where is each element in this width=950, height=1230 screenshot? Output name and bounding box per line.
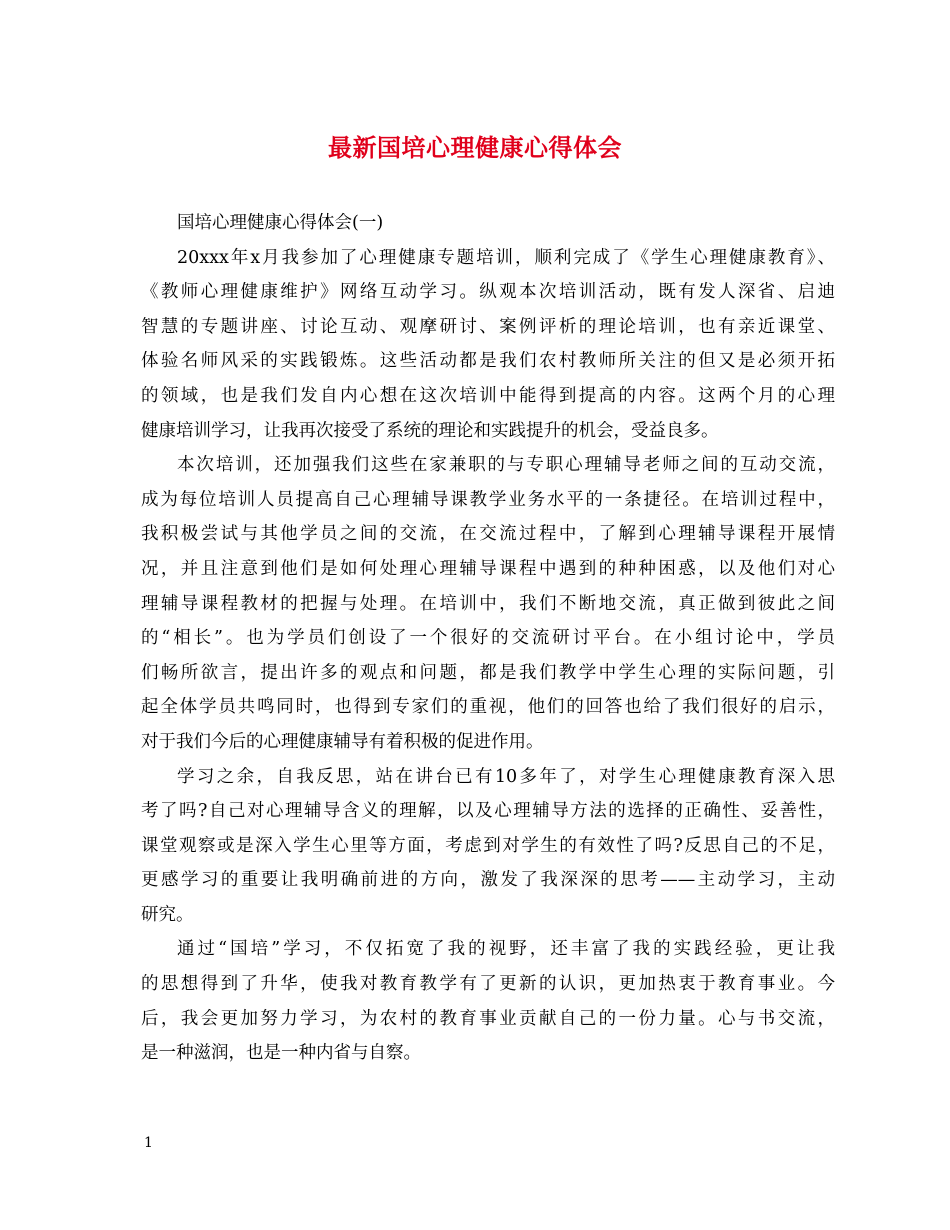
text-line: 是一种滋润，也是一种内省与自察。 — [141, 1043, 421, 1064]
text-line: 研究。 — [141, 904, 194, 925]
page-number: 1 — [144, 1135, 153, 1151]
text-line: 们畅所欲言，提出许多的观点和问题，都是我们教学中学生心理的实际问题，引 — [141, 662, 835, 683]
text-line: 健康培训学习，让我再次接受了系统的理论和实践提升的机会，受益良多。 — [141, 420, 719, 441]
text-line: 理辅导课程教材的把握与处理。在培训中，我们不断地交流，真正做到彼此之间 — [141, 593, 835, 614]
text-line: 20xxx年x月我参加了心理健康专题培训，顺利完成了《学生心理健康教育》、 — [177, 247, 835, 268]
text-line: 通过“国培”学习，不仅拓宽了我的视野，还丰富了我的实践经验，更让我 — [177, 939, 835, 960]
text-line: 《教师心理健康维护》网络互动学习。纵观本次培训活动，既有发人深省、启迪 — [141, 282, 835, 303]
text-line: 本次培训，还加强我们这些在家兼职的与专职心理辅导老师之间的互动交流， — [177, 455, 835, 476]
text-line: 起全体学员共鸣同时，也得到专家们的重视，他们的回答也给了我们很好的启示， — [141, 697, 835, 718]
text-line: 国培心理健康心得体会(一) — [177, 213, 384, 233]
text-line: 学习之余，自我反思，站在讲台已有10多年了，对学生心理健康教育深入思 — [177, 766, 835, 787]
text-line: 况，并且注意到他们是如何处理心理辅导课程中遇到的种种困惑，以及他们对心 — [141, 558, 835, 579]
document-body — [141, 206, 835, 1071]
text-line: 对于我们今后的心理健康辅导有着积极的促进作用。 — [141, 731, 544, 752]
text-line: 课堂观察或是深入学生心里等方面，考虑到对学生的有效性了吗?反思自己的不足， — [141, 835, 835, 856]
text-line: 更感学习的重要让我明确前进的方向，激发了我深深的思考——主动学习，主动 — [141, 870, 835, 891]
text-line: 我积极尝试与其他学员之间的交流，在交流过程中，了解到心理辅导课程开展情 — [141, 524, 835, 545]
text-line: 的思想得到了升华，使我对教育教学有了更新的认识，更加热衷于教育事业。今 — [141, 974, 835, 995]
text-line: 智慧的专题讲座、讨论互动、观摩研讨、案例评析的理论培训，也有亲近课堂、 — [141, 316, 835, 337]
text-line: 的“相长”。也为学员们创设了一个很好的交流研讨平台。在小组讨论中，学员 — [141, 628, 835, 649]
text-line: 成为每位培训人员提高自己心理辅导课教学业务水平的一条捷径。在培训过程中， — [141, 489, 835, 510]
text-line: 后，我会更加努力学习，为农村的教育事业贡献自己的一份力量。心与书交流， — [141, 1008, 835, 1029]
text-line: 考了吗?自己对心理辅导含义的理解，以及心理辅导方法的选择的正确性、妥善性， — [141, 801, 835, 822]
text-line: 的领域，也是我们发自内心想在这次培训中能得到提高的内容。这两个月的心理 — [141, 385, 835, 406]
text-line: 体验名师风采的实践锻炼。这些活动都是我们农村教师所关注的但又是必须开拓 — [141, 351, 835, 372]
document-title: 最新国培心理健康心得体会 — [328, 133, 622, 162]
